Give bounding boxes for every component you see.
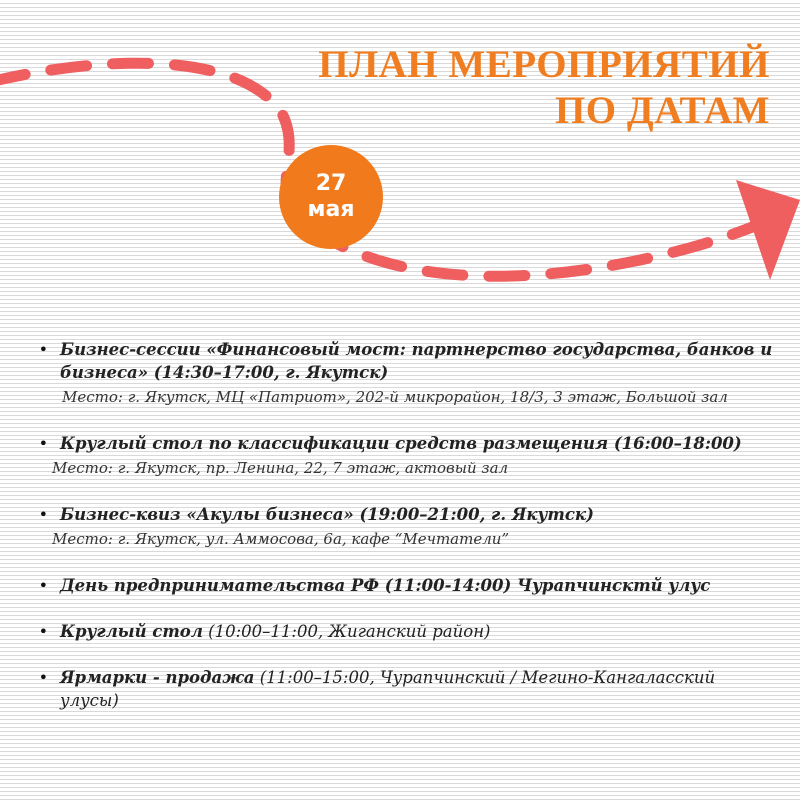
- bullet-icon: •: [38, 505, 48, 524]
- bullet-icon: •: [38, 434, 48, 453]
- event-place: Место: г. Якутск, пр. Ленина, 22, 7 этаж, актовый зал: [52, 459, 509, 477]
- bullet-icon: •: [38, 668, 48, 687]
- event-details: (10:00–11:00, Жиганский район): [202, 622, 491, 641]
- date-badge: [279, 145, 383, 249]
- title-line-2: ПО ДАТАМ: [554, 89, 770, 132]
- event-place: Место: г. Якутск, ул. Аммосова, 6а, кафе “Мечтатели”: [52, 530, 510, 548]
- event-item: [30, 574, 775, 597]
- event-title: День предпринимательства РФ (11:00-14:00) Чурапчинсктй улус: [60, 576, 711, 595]
- event-list: [30, 338, 775, 735]
- event-item: [30, 432, 775, 480]
- event-item: [30, 338, 775, 409]
- date-day: 27: [315, 171, 347, 196]
- page-title: [318, 42, 770, 134]
- event-place: Место: г. Якутск, МЦ «Патриот», 202-й микрорайон, 18/3, 3 этаж, Большой зал: [62, 388, 728, 406]
- bullet-icon: •: [38, 622, 48, 641]
- event-title: Бизнес-квиз «Акулы бизнеса» (19:00–21:00, г. Якутск): [60, 505, 594, 524]
- title-line-1: ПЛАН МЕРОПРИЯТИЙ: [318, 43, 770, 86]
- event-title: Ярмарки - продажа: [60, 668, 255, 687]
- event-details: (11:00–15:00, Чурапчинский / Мегино-Кангаласский улусы): [60, 668, 716, 710]
- bullet-icon: •: [38, 340, 48, 359]
- event-item: [30, 503, 775, 551]
- date-month: мая: [307, 197, 355, 222]
- event-item: [30, 620, 775, 643]
- event-title: Круглый стол по классификации средств размещения (16:00–18:00): [60, 434, 742, 453]
- event-title: Круглый стол: [60, 622, 203, 641]
- bullet-icon: •: [38, 576, 48, 595]
- event-title: Бизнес-сессии «Финансовый мост: партнерство государства, банков и бизнеса» (14:30–17:00, г. Якутск): [60, 340, 773, 382]
- event-item: [30, 666, 775, 712]
